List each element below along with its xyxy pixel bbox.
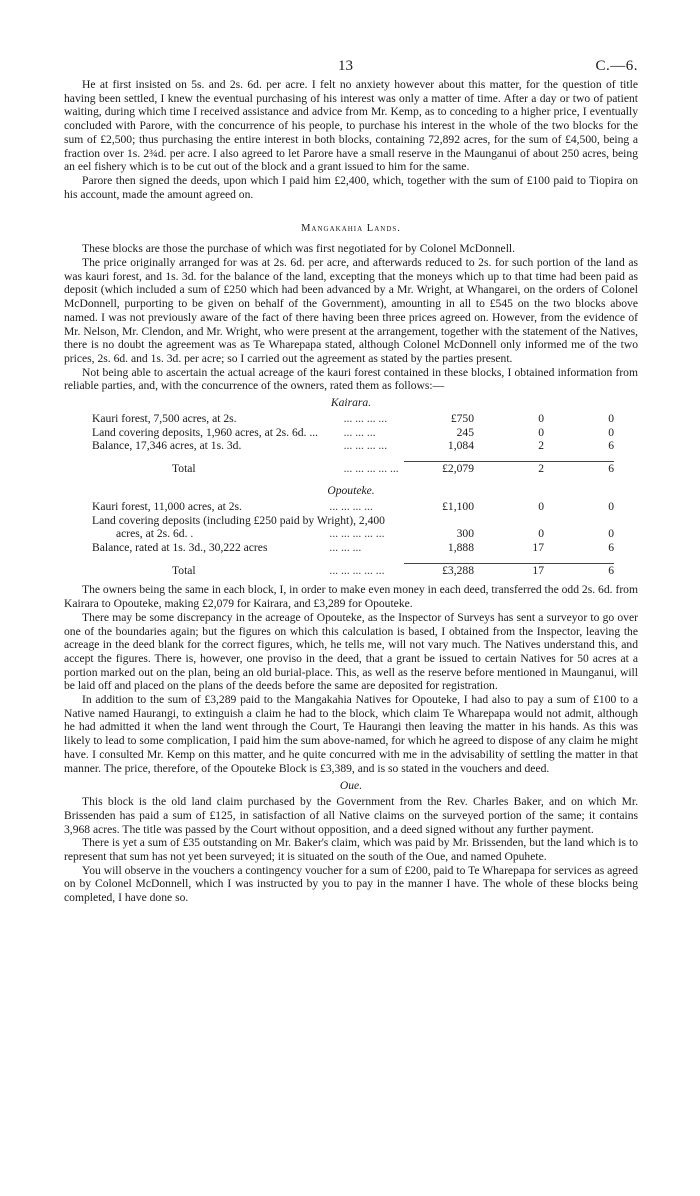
paragraph: In addition to the sum of £3,289 paid to the Mangakahia Natives for Opouteke, I had also to pay a sum of £100 to a Native named Haurangi, to extinguish a claim he had to the block, which claim Te Wharepapa would not admit, although he had admitted it when the land went through the Court, Te Haurangi then leaving the matter in his hands. As this was likely to lead to some complication, I paid him the sum above-named, for which he agreed to dispose of any claim he might have. I consulted Mr. Kemp on this matter, and he quite concurred with me in the advisability of settling the matter in that manner. The price, therefore, of the Opouteke Block is £3,389, and is so stated in the vouchers and deed.	[64, 693, 638, 775]
leader-dots: ... ... ... ...	[343, 412, 388, 426]
table-title-kairara: Kairara.	[330, 396, 372, 410]
table-total-row	[92, 563, 614, 577]
pence: 6	[608, 439, 614, 453]
shillings: 0	[538, 527, 544, 541]
row-description: Kauri forest, 7,500 acres, at 2s.	[92, 412, 237, 426]
paragraph: These blocks are those the purchase of which was first negotiated for by Colonel McDonnell.	[82, 242, 516, 256]
paragraph: This block is the old land claim purchased by the Government from the Rev. Charles Baker, and on which Mr. Brissenden has paid a sum of £125, in satisfaction of all Native claims on the surveyed portion of the same; it contains 3,968 acres. The title was passed by the Court without opposition, and a deed signed without any further payment.	[64, 795, 638, 836]
paragraph: Not being able to ascertain the actual acreage of the kauri forest contained in these blocks, I obtained information from reliable parties, and, with the concurrence of the owners, rated them as follows:—	[64, 365, 638, 393]
total-shillings: 17	[474, 563, 544, 577]
pounds: 300	[456, 527, 474, 541]
pence: 6	[608, 540, 614, 554]
leader-dots: ... ... ... ... ...	[343, 462, 399, 476]
opouteke-table	[92, 500, 614, 578]
pence: 0	[608, 527, 614, 541]
shillings: 0	[538, 425, 544, 439]
row-description: Land covering deposits (including £250 paid by Wright), 2,400	[92, 513, 385, 527]
shillings	[474, 514, 544, 528]
page-number: 13	[338, 58, 353, 74]
pounds: £750	[450, 412, 474, 426]
pounds: 1,084	[447, 439, 474, 453]
pence: 0	[608, 425, 614, 439]
paragraph: He at first insisted on 5s. and 2s. 6d. per acre. I felt no anxiety however about this matter, for the question of title having been settled, I knew the eventual purchasing of his interest was only a matter of time. After a day or two of patient waiting, during which time I received assistance and advice from Mr. Kemp, as to conceding to a higher price, I eventually concluded with Parore, with the concurrence of his people, to purchase his interest in the whole of the two blocks for the sum of £2,500; thus purchasing the entire interest in both blocks, containing 72,892 acres, for the sum of £4,500, being a fraction over 1s. 2¾d. per acre. I also agreed to let Parore have a small reserve in the Maunganui of about 250 acres, being an eel fishery which is to be cut out of the block and a grant issued to him for the same.	[64, 78, 638, 174]
shillings: 0	[538, 412, 544, 426]
shillings: 2	[538, 439, 544, 453]
page-header	[64, 0, 638, 78]
table-row	[92, 426, 614, 440]
leader-dots: ... ... ...	[329, 540, 362, 554]
leader-dots: ... ... ... ... ...	[329, 563, 385, 577]
leader-dots: ... ... ... ...	[343, 439, 388, 453]
pence: 0	[608, 412, 614, 426]
pounds: £1,100	[442, 499, 474, 513]
after-tables-section	[64, 583, 638, 775]
row-description: Kauri forest, 11,000 acres, at 2s.	[92, 499, 242, 513]
pence: 0	[608, 499, 614, 513]
table-total-row	[92, 462, 614, 476]
document-page	[64, 0, 638, 905]
row-description: acres, at 2s. 6d. .	[116, 527, 194, 541]
intro-section	[64, 78, 638, 201]
paragraph: You will observe in the vouchers a contingency voucher for a sum of £200, paid to Te Wharepapa for services as agreed on by Colonel McDonnell, which I was instructed by you to pay in the manner I have. The whole of these blocks being completed, I have done so.	[64, 863, 638, 905]
leader-dots: ... ... ... ...	[329, 499, 373, 513]
leader-dots: ... ... ...	[343, 425, 376, 439]
table-row	[92, 527, 614, 541]
table-row	[92, 514, 614, 528]
shillings: 0	[538, 499, 544, 513]
mangakahia-section	[64, 242, 638, 393]
total-label: Total	[172, 462, 196, 476]
table-row	[92, 439, 614, 453]
section-heading-oue: Oue.	[339, 779, 363, 793]
table-row	[92, 541, 614, 555]
leader-dots: ... ... ... ... ...	[329, 527, 385, 541]
total-pounds: £2,079	[404, 462, 474, 476]
row-description: Land covering deposits, 1,960 acres, at 2s. 6d. ...	[92, 425, 319, 439]
total-pence: 6	[544, 462, 614, 476]
total-shillings: 2	[474, 462, 544, 476]
table-row	[92, 500, 614, 514]
table-row	[92, 412, 614, 426]
paragraph: The owners being the same in each block, I, in order to make even money in each deed, transferred the odd 2s. 6d. from Kairara to Opouteke, making £2,079 for Kairara, and £3,289 for Opouteke.	[64, 583, 638, 611]
row-description: Balance, 17,346 acres, at 1s. 3d.	[92, 439, 242, 453]
pounds: 245	[456, 425, 474, 439]
paragraph: The price originally arranged for was at 2s. 6d. per acre, and afterwards reduced to 2s. for such portion of the land as was kauri forest, and 1s. 3d. for the balance of the land, excepting that the moneys which up to that time had been paid as deposit (which included a sum of £250 which had been advanced by a Mr. Wright, at Whangarei, on the orders of Colonel McDonnell, purporting to be given on behalf of the Government), amounting in all to £545 on the two blocks above named. I was not previously aware of the fact of there having been three prices agreed on. However, from the evidence of Mr. Nelson, Mr. Clendon, and Mr. Wright, who were present at the arrangement, together with the statement of the Natives, there is no doubt the agreement was as Te Wharepapa stated, although Colonel McDonnell only informed me of the two prices, 2s. 6d. and 1s. 3d. per acre; so I carried out the agreement as stated by the parties present.	[64, 256, 638, 365]
table-title-opouteke: Opouteke.	[327, 483, 375, 497]
row-description: Balance, rated at 1s. 3d., 30,222 acres	[92, 540, 268, 554]
shillings: 17	[532, 540, 544, 554]
paragraph: There is yet a sum of £35 outstanding on Mr. Baker's claim, which was paid by Mr. Brissenden, but the land which is to represent that sum has not yet been surveyed; it is situated on the south of the Oue, and named Opuhete.	[64, 836, 638, 864]
section-heading-mangakahia: Mangakahia Lands.	[301, 223, 401, 235]
pounds: 1,888	[447, 540, 474, 554]
oue-section	[64, 795, 638, 905]
total-pounds: £3,288	[404, 563, 474, 577]
total-pence: 6	[544, 563, 614, 577]
pounds	[404, 514, 474, 528]
kairara-table	[92, 412, 614, 476]
document-reference: C.—6.	[595, 58, 638, 74]
paragraph: There may be some discrepancy in the acreage of Opouteke, as the Inspector of Surveys has sent a surveyor to go over one of the boundaries again; but the figures on which this calculation is based, I obtained from the Inspector, leaving the acreage in the deed blank for the correct figures, which, he tells me, will not vary much. The Natives understand this, and accept the figures. There is, however, one proviso in the deed, that a grant be issued to certain Natives for 50 acres at a portion marked out on the plan, being an old burial-place. This, as well as the reserve before mentioned in Maunganui, will be laid off and placed on the plans of the deeds before the same are deposited for registration.	[64, 610, 638, 693]
total-label: Total	[172, 563, 196, 577]
pence	[544, 514, 614, 528]
paragraph: Parore then signed the deeds, upon which I paid him £2,400, which, together with the sum of £100 paid to Tiopira on his account, made the amount agreed on.	[64, 173, 638, 201]
